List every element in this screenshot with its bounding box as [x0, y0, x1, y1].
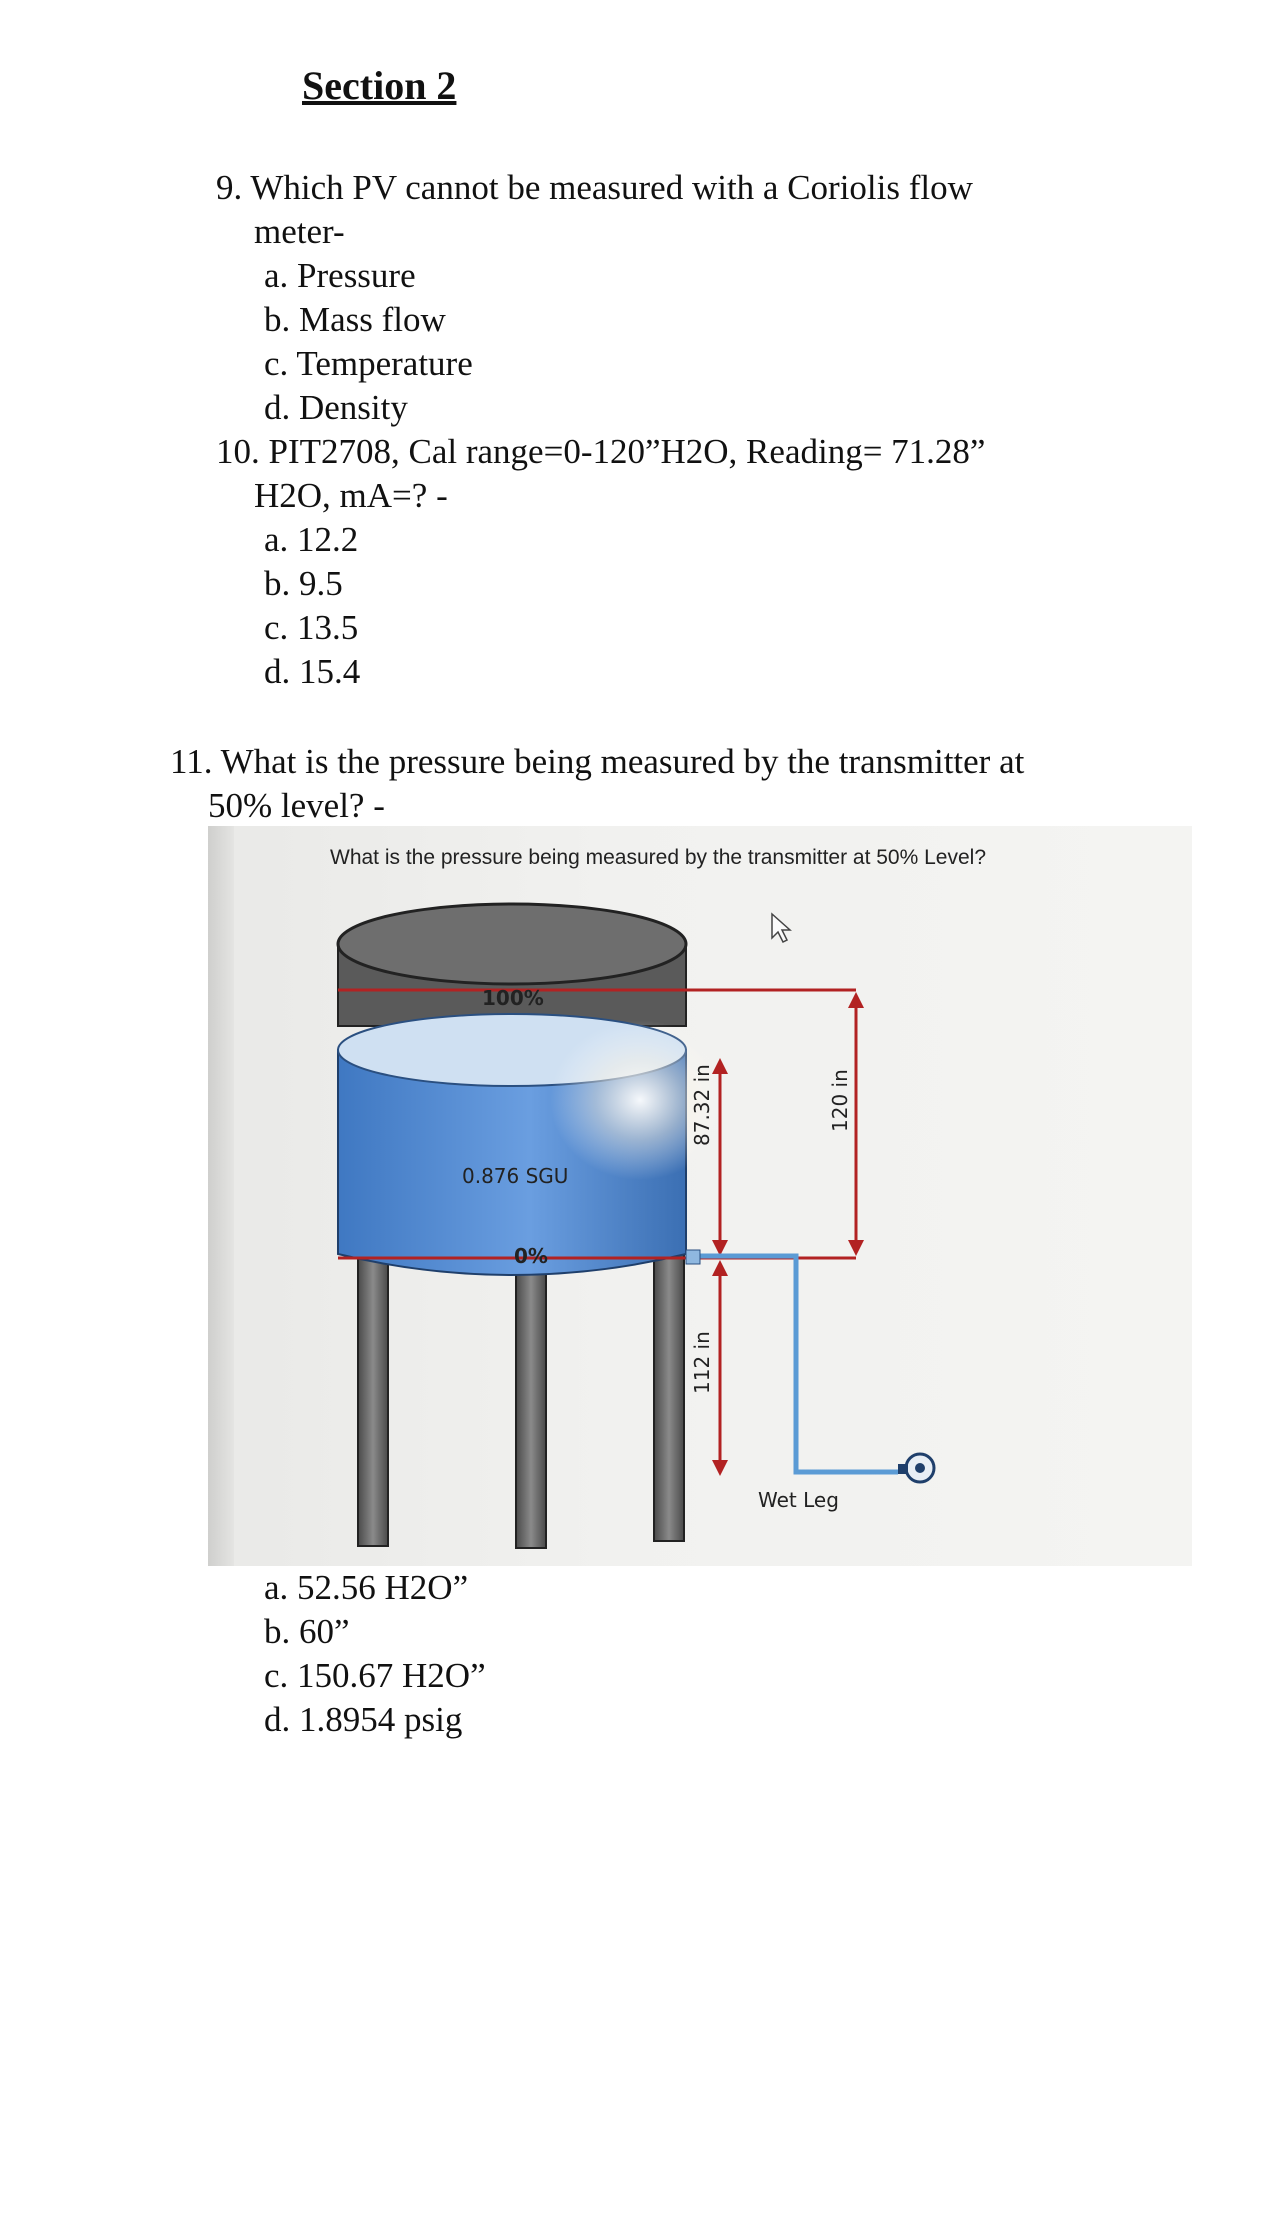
dim-87-label: 87.32 in — [690, 1064, 714, 1146]
level-100-label: 100% — [482, 986, 544, 1010]
tap-fitting — [686, 1250, 700, 1264]
question-10-option-a: a. 12.2 — [264, 520, 359, 559]
wet-leg-label: Wet Leg — [758, 1488, 839, 1512]
dim-112-arrowhead-bottom — [712, 1460, 728, 1476]
question-9-text-cont: meter- — [254, 212, 345, 251]
question-10-text-cont: H2O, mA=? - — [254, 476, 448, 515]
specific-gravity-label: 0.876 SGU — [462, 1164, 569, 1188]
transmitter-icon — [898, 1454, 934, 1482]
question-10-option-d: d. 15.4 — [264, 652, 361, 691]
tank-diagram-photo — [208, 826, 1192, 1566]
question-10-text: 10. PIT2708, Cal range=0-120”H2O, Reading= 71.28” — [216, 432, 986, 471]
dim-120-label: 120 in — [828, 1069, 852, 1132]
figure-question: What is the pressure being measured by the transmitter at 50% Level? — [330, 846, 987, 869]
question-11-option-d: d. 1.8954 psig — [264, 1700, 463, 1739]
dim-120-arrowhead-top — [848, 992, 864, 1008]
question-11-option-b: b. 60” — [264, 1612, 350, 1651]
dim-120-arrowhead-bottom — [848, 1240, 864, 1256]
tank-leg-left — [358, 1246, 388, 1546]
question-9-option-a: a. Pressure — [264, 256, 416, 295]
question-11-option-c: c. 150.67 H2O” — [264, 1656, 486, 1695]
question-11-option-a: a. 52.56 H2O” — [264, 1568, 469, 1607]
question-9-option-c: c. Temperature — [264, 344, 473, 383]
section-title: Section 2 — [302, 63, 457, 108]
tank-leg-middle — [516, 1258, 546, 1548]
question-10-option-c: c. 13.5 — [264, 608, 359, 647]
dim-112-arrowhead-top — [712, 1260, 728, 1276]
tank-top-rim — [338, 904, 686, 984]
tank-diagram — [208, 826, 1192, 1566]
question-10-option-b: b. 9.5 — [264, 564, 343, 603]
question-9-option-b: b. Mass flow — [264, 300, 446, 339]
question-9-text: 9. Which PV cannot be measured with a Coriolis flow — [216, 168, 973, 207]
question-11-text: 11. What is the pressure being measured by the transmitter at — [170, 742, 1025, 781]
level-0-label: 0% — [514, 1244, 548, 1268]
question-9-option-d: d. Density — [264, 388, 408, 427]
tank-leg-right — [654, 1246, 684, 1541]
question-11-text-cont: 50% level? - — [208, 786, 385, 825]
dim-112-label: 112 in — [690, 1331, 714, 1394]
mouse-cursor-icon — [772, 914, 790, 942]
